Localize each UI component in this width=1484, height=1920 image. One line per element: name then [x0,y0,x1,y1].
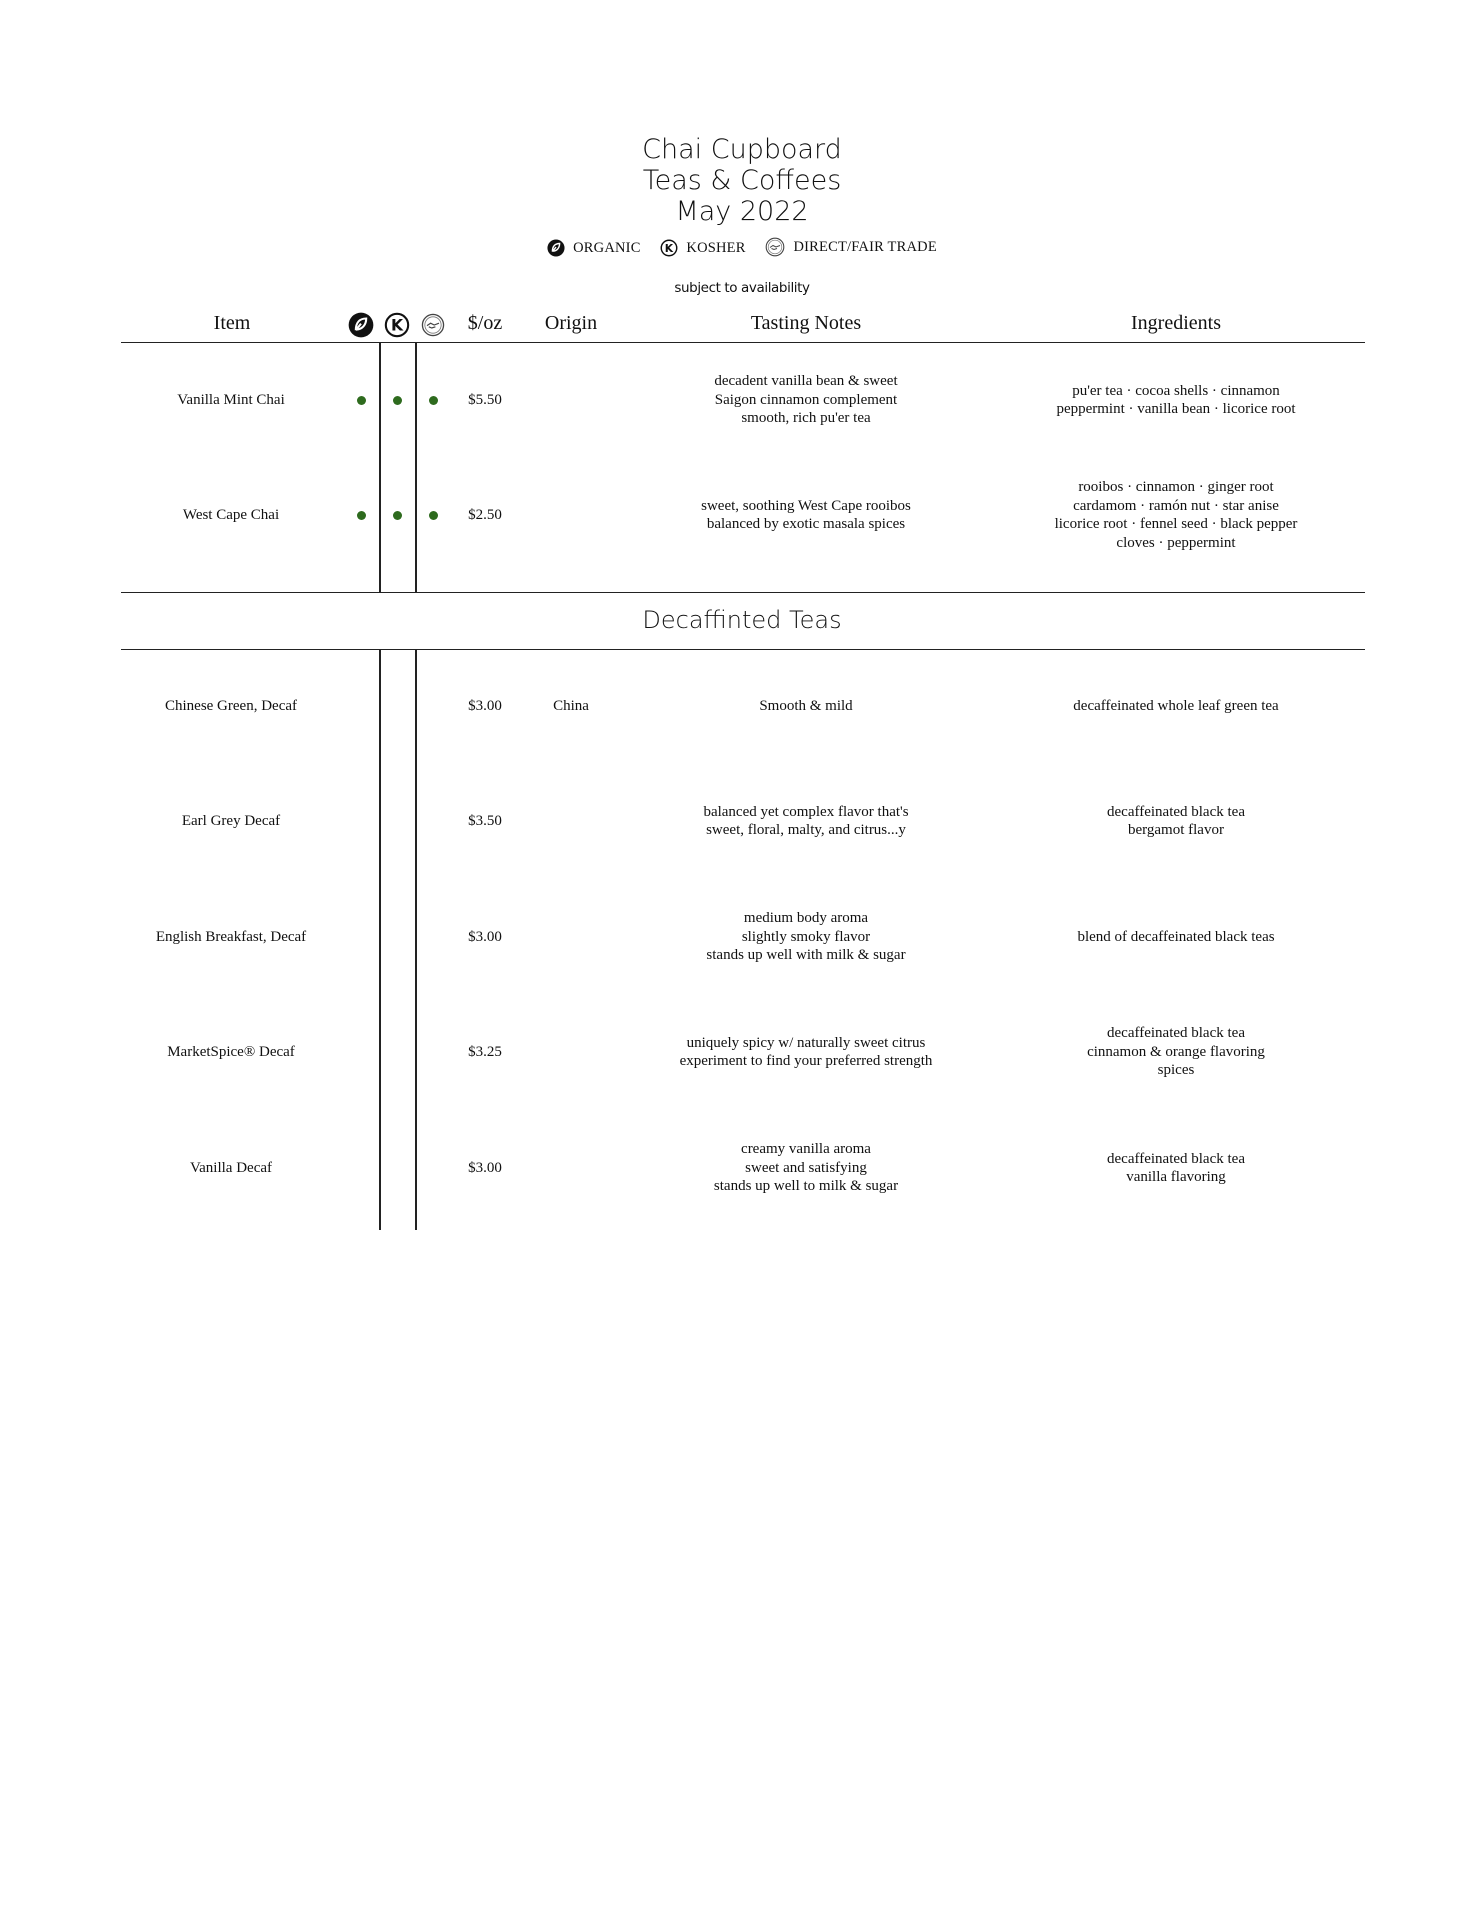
ingredients-line: spices [1157,1062,1195,1079]
tasting-notes-line: slightly smoky flavor [741,928,871,945]
origin: China [553,697,589,714]
tasting-notes [626,1118,986,1218]
kosher-k-icon [384,312,410,338]
tasting-notes-line: creamy vanilla aroma [741,1141,871,1158]
legend [0,237,1484,262]
title-line: May 2022 [675,196,809,227]
organic-leaf-icon [348,312,374,338]
price: $3.00 [468,1159,502,1176]
legend-label: KOSHER [686,239,746,256]
section-title: Decaffinted Teas [642,606,842,634]
legend-label: ORGANIC [573,239,641,256]
price: $2.50 [468,506,502,523]
item-name: Vanilla Mint Chai [177,391,285,408]
title-line: Teas & Coffees [642,165,842,196]
column-divider [379,343,381,592]
ingredients-line: decaffeinated black tea [1107,1150,1245,1167]
menu-title [0,134,1484,227]
kosher-indicator [393,511,402,520]
ingredients [1006,1118,1346,1218]
ingredients [1006,887,1346,987]
ingredients [1006,1002,1346,1102]
ingredients-line: decaffeinated whole leaf green tea [1073,697,1279,714]
origin [528,1002,614,1102]
ingredients [1006,656,1346,756]
tasting-notes-line: stands up well to milk & sugar [713,1178,899,1195]
origin [528,771,614,871]
ingredients-line: vanilla flavoring [1126,1169,1226,1185]
column-header-tasting-notes: Tasting Notes [750,312,862,334]
legend-item-fair-trade [765,237,936,257]
tasting-notes-line: balanced yet complex flavor that's [703,803,909,820]
column-header-origin: Origin [544,312,598,334]
ingredients-line: rooibos · cinnamon · ginger root [1078,479,1274,495]
fair-trade-handshake-icon [765,237,785,257]
ingredients-line: bergamot flavor [1128,822,1224,838]
kosher-indicator [393,396,402,405]
legend-label: DIRECT/FAIR TRADE [793,238,937,255]
tasting-notes [626,350,986,450]
item-name: West Cape Chai [182,506,280,523]
legend-item-organic [547,239,640,257]
ingredients-line: decaffeinated black tea [1107,803,1245,820]
ingredients [1006,465,1346,565]
price: $3.25 [468,1043,502,1060]
ingredients-line: peppermint · vanilla bean · licorice root [1056,401,1296,417]
tasting-notes-line: stands up well with milk & sugar [706,947,906,964]
fair-trade-handshake-icon [421,313,445,337]
item-name: Chinese Green, Decaf [164,697,298,714]
organic-indicator [357,511,366,520]
column-header-item: Item [213,312,251,334]
item-name: MarketSpice® Decaf [167,1043,295,1060]
tasting-notes-line: medium body aroma [743,910,869,927]
tasting-notes [626,1002,986,1102]
tasting-notes-line: Smooth & mild [759,697,853,714]
price: $3.00 [468,928,502,945]
tasting-notes-line: sweet and satisfying [745,1159,867,1176]
tasting-notes [626,465,986,565]
header-divider [121,342,1365,343]
tasting-notes-line: experiment to find your preferred strength [679,1053,933,1069]
price: $3.50 [468,812,502,829]
origin [528,1118,614,1218]
ingredients-line: licorice root · fennel seed · black pepper [1054,516,1298,532]
tasting-notes [626,887,986,987]
origin [528,465,614,565]
column-header-price: $/oz [467,312,503,334]
title-line: Chai Cupboard [642,134,842,165]
kosher-k-icon [660,239,678,257]
origin [528,887,614,987]
svg-text:K: K [390,316,404,335]
tasting-notes [626,656,986,756]
fair-trade-indicator [429,511,438,520]
price: $5.50 [468,391,502,408]
column-divider [415,650,417,1230]
origin [528,350,614,450]
legend-item-kosher [660,239,745,257]
column-divider [379,650,381,1230]
svg-text:K: K [665,241,674,255]
item-name: English Breakfast, Decaf [155,928,307,945]
tasting-notes-line: smooth, rich pu'er tea [741,410,871,427]
ingredients-line: blend of decaffeinated black teas [1077,928,1275,945]
organic-indicator [357,396,366,405]
ingredients-line: cardamom · ramón nut · star anise [1073,497,1279,514]
tasting-notes [626,771,986,871]
tasting-notes-line: Saigon cinnamon complement [714,391,898,408]
ingredients-line: cloves · peppermint [1116,534,1236,551]
section-divider-top [121,592,1365,593]
ingredients-line: cinnamon & orange flavoring [1087,1043,1265,1060]
ingredients-line: decaffeinated black tea [1107,1025,1245,1042]
tasting-notes-line: decadent vanilla bean & sweet [714,373,898,390]
item-name: Vanilla Decaf [189,1159,273,1176]
tasting-notes-line: sweet, soothing West Cape rooibos [701,497,911,514]
tasting-notes-line: uniquely spicy w/ naturally sweet citrus [686,1034,926,1051]
ingredients [1006,771,1346,871]
ingredients [1006,350,1346,450]
tasting-notes-line: sweet, floral, malty, and citrus...y [706,822,906,838]
availability-note: subject to availability [674,280,810,296]
section-divider-bottom [121,649,1365,650]
ingredients-line: pu'er tea · cocoa shells · cinnamon [1072,382,1280,399]
price: $3.00 [468,697,502,714]
column-header-ingredients: Ingredients [1131,312,1221,334]
organic-leaf-icon [547,239,565,257]
fair-trade-indicator [429,396,438,405]
item-name: Earl Grey Decaf [181,812,281,829]
tasting-notes-line: balanced by exotic masala spices [706,516,906,532]
column-divider [415,343,417,592]
